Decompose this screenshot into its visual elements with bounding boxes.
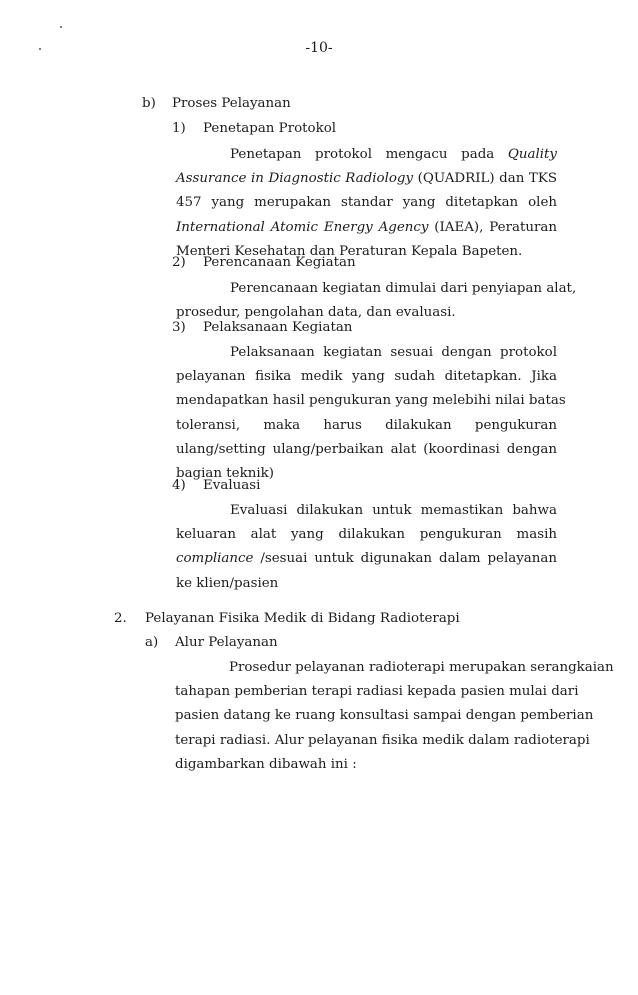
text-segment: (QUADRIL) bbox=[417, 171, 495, 187]
text-segment: Menteri Kesehatan dan Peraturan Kepala Bapeten. bbox=[176, 243, 523, 259]
text-segment: Perencanaan bbox=[230, 281, 318, 296]
text-segment: kepada bbox=[407, 684, 457, 700]
alur-pelayanan-paragraph bbox=[175, 656, 614, 777]
text-segment: Pelaksanaan bbox=[230, 345, 315, 360]
scan-speck bbox=[60, 26, 62, 28]
italic-term: compliance bbox=[176, 551, 254, 567]
italic-term: Assurance in Diagnostic Radiology bbox=[176, 171, 414, 187]
subsection-a-title: Alur Pelayanan bbox=[175, 635, 278, 650]
text-segment: pelayanan bbox=[295, 660, 365, 675]
text-segment: /sesuai untuk digunakan dalam pelayanan bbox=[260, 551, 557, 567]
item-4-paragraph bbox=[176, 499, 557, 596]
text-segment: serangkaian bbox=[530, 660, 614, 675]
section-2-title: Pelayanan Fisika Medik di Bidang Radioterapi bbox=[145, 611, 460, 626]
italic-term: International Atomic Energy Agency bbox=[176, 219, 429, 235]
text-segment: Evaluasi bbox=[230, 503, 288, 518]
text-segment: Peraturan bbox=[489, 219, 557, 235]
text-segment: bagian teknik) bbox=[176, 465, 274, 481]
text-segment: medik bbox=[300, 369, 343, 385]
item-3-number: 3) bbox=[172, 320, 186, 335]
item-1-number: 1) bbox=[172, 121, 186, 136]
text-segment: Jika bbox=[531, 369, 557, 385]
text-line bbox=[176, 277, 577, 301]
text-line bbox=[176, 389, 566, 413]
text-segment: fisika bbox=[255, 369, 292, 385]
text-segment: digambarkan dibawah ini : bbox=[175, 756, 357, 772]
text-segment: yang bbox=[352, 369, 385, 385]
text-line bbox=[175, 656, 614, 680]
text-segment: dilakukan bbox=[296, 503, 364, 518]
text-segment: pemberian bbox=[234, 684, 308, 700]
text-line bbox=[175, 729, 590, 753]
text-segment: dilakukan bbox=[338, 527, 406, 543]
text-segment: radioterapi bbox=[513, 732, 590, 748]
item-1-paragraph bbox=[176, 143, 557, 264]
text-segment: alat, bbox=[546, 281, 577, 296]
text-segment: harus bbox=[323, 417, 362, 433]
text-segment: protokol bbox=[500, 345, 557, 360]
page-number: -10- bbox=[305, 40, 333, 56]
text-segment: TKS bbox=[528, 171, 557, 187]
text-segment: dan bbox=[499, 171, 525, 187]
text-segment: pelayanan bbox=[176, 369, 246, 385]
text-segment: dengan bbox=[465, 708, 517, 724]
text-segment: standar bbox=[340, 195, 393, 211]
section-2-number: 2. bbox=[114, 611, 127, 626]
text-segment: ulang/perbaikan bbox=[272, 441, 384, 457]
text-segment: medik bbox=[422, 732, 464, 748]
text-segment: oleh bbox=[528, 195, 557, 211]
text-line bbox=[176, 438, 557, 462]
text-segment: prosedur, pengolahan data, dan evaluasi. bbox=[176, 305, 456, 321]
text-segment: merupakan bbox=[449, 660, 527, 675]
item-3-title: Pelaksanaan Kegiatan bbox=[203, 320, 353, 335]
text-segment: Penetapan bbox=[230, 147, 302, 162]
text-segment: sesuai bbox=[390, 345, 433, 360]
text-segment: terapi bbox=[175, 732, 216, 748]
text-segment: dengan bbox=[441, 345, 492, 360]
text-segment: (IAEA), bbox=[434, 219, 484, 235]
text-line bbox=[175, 704, 594, 728]
text-segment: pemberian bbox=[520, 708, 594, 724]
text-segment: bahwa bbox=[512, 503, 557, 518]
item-1-title: Penetapan Protokol bbox=[203, 121, 337, 136]
text-segment: pelayanan bbox=[307, 732, 378, 748]
text-segment: toleransi, bbox=[176, 417, 241, 433]
text-segment: mendapatkan hasil pengukuran yang melebihi nilai batas bbox=[176, 393, 566, 409]
text-segment: tahapan bbox=[175, 684, 231, 700]
text-segment: pengukuran bbox=[419, 527, 502, 543]
text-segment: sampai bbox=[413, 708, 462, 724]
text-segment: radiasi bbox=[356, 684, 403, 700]
text-line bbox=[176, 341, 557, 365]
item-3-paragraph bbox=[176, 341, 566, 486]
text-segment: mulai bbox=[509, 684, 547, 700]
text-line bbox=[175, 680, 579, 704]
text-segment: ulang/setting bbox=[176, 441, 266, 457]
text-segment: alat bbox=[250, 527, 277, 543]
item-2-title: Perencanaan Kegiatan bbox=[203, 255, 356, 270]
text-segment: merupakan bbox=[254, 195, 332, 211]
subsection-b-title: Proses Pelayanan bbox=[172, 96, 291, 111]
text-segment: pasien bbox=[175, 708, 220, 724]
item-2-number: 2) bbox=[172, 255, 186, 270]
text-line bbox=[175, 753, 558, 777]
text-segment: ke bbox=[274, 708, 291, 724]
text-segment: ditetapkan bbox=[445, 195, 519, 211]
text-segment: pada bbox=[461, 147, 495, 162]
text-segment: maka bbox=[263, 417, 301, 433]
text-segment: alat bbox=[390, 441, 417, 457]
italic-term: Quality bbox=[507, 147, 557, 162]
text-segment: untuk bbox=[372, 503, 412, 518]
text-line bbox=[176, 216, 557, 240]
text-segment: dalam bbox=[468, 732, 510, 748]
text-segment: ruang bbox=[295, 708, 336, 724]
text-segment: ke klien/pasien bbox=[176, 575, 279, 591]
text-line bbox=[176, 547, 557, 571]
text-segment: 457 bbox=[176, 195, 202, 211]
text-segment: protokol bbox=[315, 147, 372, 162]
subsection-a-marker: a) bbox=[145, 635, 159, 650]
text-segment: fisika bbox=[381, 732, 418, 748]
text-line bbox=[176, 523, 557, 547]
text-segment: pengukuran bbox=[474, 417, 557, 433]
text-segment: masih bbox=[516, 527, 557, 543]
subsection-b-marker: b) bbox=[142, 96, 156, 111]
text-segment: radiasi. bbox=[219, 732, 271, 748]
text-line bbox=[176, 191, 557, 215]
text-segment: dilakukan bbox=[385, 417, 452, 433]
text-line bbox=[176, 365, 557, 389]
text-segment: penyiapan bbox=[471, 281, 543, 296]
text-segment: Alur bbox=[274, 732, 304, 748]
text-segment: Prosedur bbox=[229, 660, 291, 675]
text-segment: sudah bbox=[394, 369, 436, 385]
item-4-number: 4) bbox=[172, 478, 186, 493]
text-segment: dengan bbox=[506, 441, 558, 457]
text-line bbox=[176, 414, 557, 438]
text-segment: terapi bbox=[311, 684, 353, 700]
text-segment: radioterapi bbox=[368, 660, 445, 675]
text-line bbox=[176, 499, 557, 523]
text-segment: kegiatan bbox=[323, 345, 383, 360]
text-line bbox=[176, 572, 557, 596]
text-segment: yang bbox=[290, 527, 324, 543]
text-segment: ditetapkan. bbox=[444, 369, 522, 385]
text-segment: dimulai bbox=[385, 281, 437, 296]
text-segment: dari bbox=[551, 684, 579, 700]
text-segment: datang bbox=[223, 708, 271, 724]
text-segment: konsultasi bbox=[339, 708, 409, 724]
text-segment: kegiatan bbox=[322, 281, 382, 296]
item-2-paragraph bbox=[176, 277, 577, 325]
text-segment: pasien bbox=[460, 684, 505, 700]
text-segment: memastikan bbox=[420, 503, 504, 518]
text-segment: mengacu bbox=[385, 147, 448, 162]
text-segment: yang bbox=[211, 195, 245, 211]
text-segment: dari bbox=[440, 281, 468, 296]
text-segment: yang bbox=[402, 195, 436, 211]
text-segment: keluaran bbox=[176, 527, 236, 543]
item-4-title: Evaluasi bbox=[203, 478, 261, 493]
text-line bbox=[176, 143, 557, 167]
text-segment: (koordinasi bbox=[423, 441, 500, 457]
text-line bbox=[176, 167, 557, 191]
